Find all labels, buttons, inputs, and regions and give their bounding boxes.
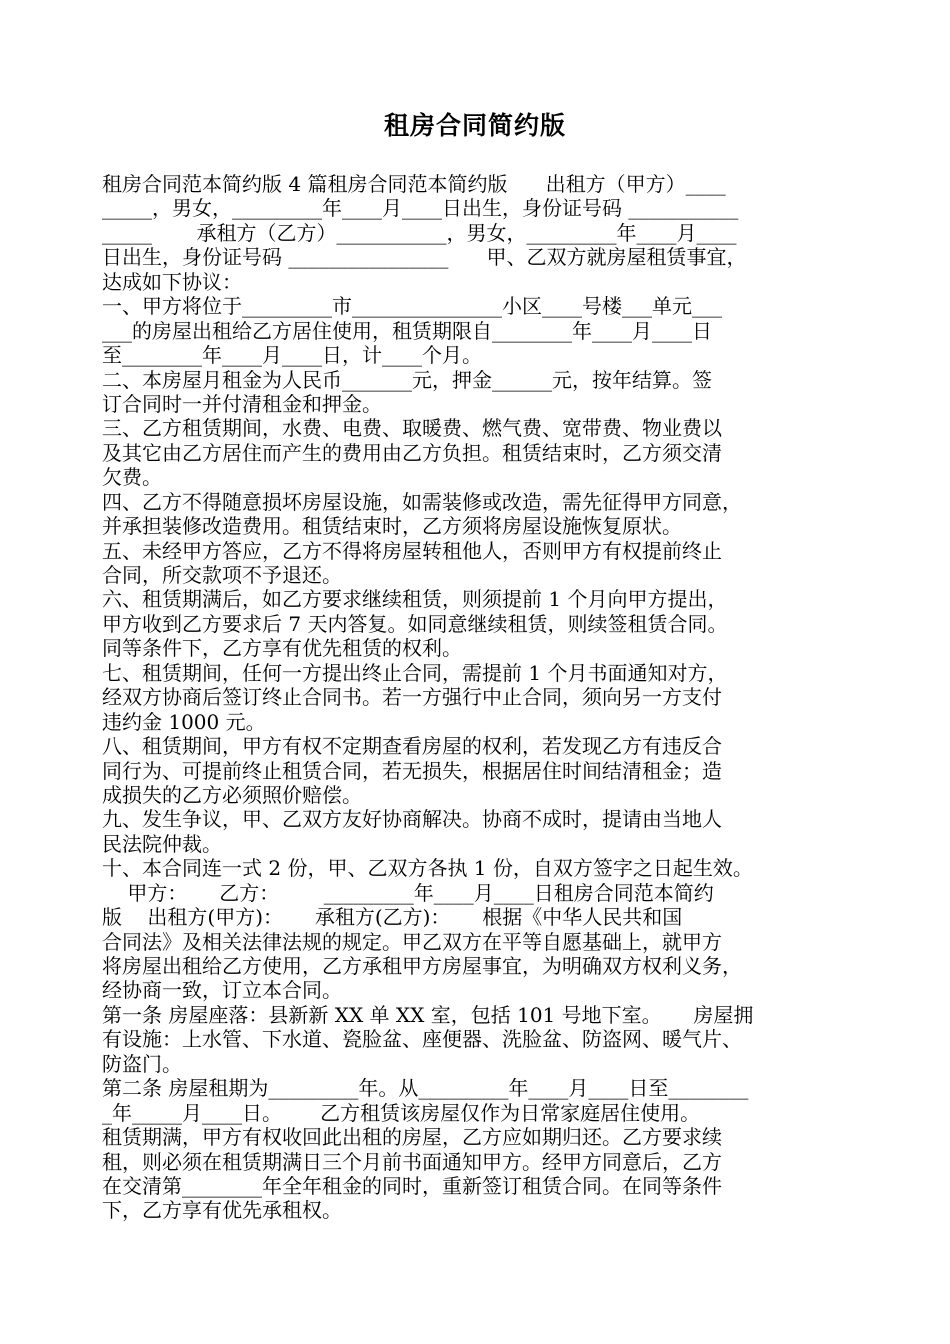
- body-line: 及其它由乙方居住而产生的费用由乙方负担。租赁结束时，乙方须交清: [102, 440, 722, 465]
- body-line: 八、租赁期间，甲方有权不定期查看房屋的权利，若发现乙方有违反合: [102, 734, 722, 759]
- body-line: 第二条 房屋租期为_________年。从_________年____月____日至________: [102, 1076, 749, 1101]
- body-line: 五、未经甲方答应，乙方不得将房屋转租他人，否则甲方有权提前终止: [102, 538, 722, 563]
- body-line: 经双方协商后签订终止合同书。若一方强行中止合同，须向另一方支付: [102, 685, 722, 710]
- body-line: 至________年____月____日，计____个月。: [102, 343, 482, 368]
- body-line: 违约金 1000 元。: [102, 709, 266, 734]
- body-line: 在交清第________年全年租金的同时，重新签订租赁合同。在同等条件: [102, 1173, 722, 1198]
- body-line: 租房合同范本简约版 4 篇租房合同范本简约版 出租方（甲方）____: [102, 172, 726, 196]
- body-line: 日出生，身份证号码 ________________ 甲、乙双方就房屋租赁事宜，: [102, 245, 747, 270]
- body-line: 租赁期满，甲方有权收回此出租的房屋，乙方应如期归还。乙方要求续: [102, 1125, 722, 1150]
- body-line: _年_____月____日。 乙方租赁该房屋仅作为日常家庭居住使用。: [102, 1100, 701, 1125]
- document-body: [102, 172, 862, 1223]
- body-line: 三、乙方租赁期间，水费、电费、取暖费、燃气费、宽带费、物业费以: [102, 416, 722, 441]
- body-line: 一、甲方将位于_________市_______________小区____号楼___单元___: [102, 294, 722, 319]
- body-line: 同等条件下，乙方享有优先租赁的权利。: [102, 636, 462, 661]
- body-line: 达成如下协议：: [102, 269, 242, 294]
- body-line: 欠费。: [102, 465, 162, 490]
- body-line: 订合同时一并付清租金和押金。: [102, 391, 382, 416]
- body-line: 七、租赁期间，任何一方提出终止合同，需提前 1 个月书面通知对方，: [102, 660, 728, 685]
- document-title: 租房合同简约版: [383, 111, 566, 140]
- body-line: 六、租赁期满后，如乙方要求继续租赁，则须提前 1 个月向甲方提出，: [102, 587, 728, 612]
- body-line: 有设施：上水管、下水道、瓷脸盆、座便器、洗脸盆、防盗网、暖气片、: [102, 1027, 742, 1052]
- body-line: 合同法》及相关法律法规的规定。甲乙双方在平等自愿基础上，就甲方: [102, 929, 722, 954]
- body-line: 二、本房屋月租金为人民币_______元，押金______元，按年结算。签: [102, 367, 712, 392]
- body-line: 九、发生争议，甲、乙双方友好协商解决。协商不成时，提请由当地人: [102, 807, 722, 832]
- body-line: 下，乙方享有优先承租权。: [102, 1198, 342, 1223]
- body-line: 民法院仲裁。: [102, 831, 222, 856]
- body-line: 甲方： 乙方： _________年____月____日租房合同范本简约: [102, 880, 714, 905]
- body-line: 防盗门。: [102, 1051, 182, 1076]
- body-line: 甲方收到乙方要求后 7 天内答复。如同意继续租赁，则续签租赁合同。: [102, 611, 728, 636]
- body-line: 四、乙方不得随意损坏房屋设施，如需装修或改造，需先征得甲方同意，: [102, 489, 742, 514]
- body-line: 租，则必须在租赁期满日三个月前书面通知甲方。经甲方同意后，乙方: [102, 1149, 722, 1174]
- body-line: _____，男女，_________年____月____日出生，身份证号码 ___________: [102, 196, 739, 221]
- body-line: 同行为、可提前终止租赁合同，若无损失，根据居住时间结清租金；造: [102, 758, 722, 783]
- body-line: 并承担装修改造费用。租赁结束时，乙方须将房屋设施恢复原状。: [102, 514, 682, 539]
- body-line: _____ 承租方（乙方）___________，男女，_________年____月____: [102, 220, 737, 245]
- body-line: 十、本合同连一式 2 份，甲、乙双方各执 1 份，自双方签字之日起生效。: [102, 856, 753, 881]
- body-line: 成损失的乙方必须照价赔偿。: [102, 782, 362, 807]
- body-line: 经协商一致，订立本合同。: [102, 978, 342, 1003]
- body-line: 合同，所交款项不予退还。: [102, 563, 342, 587]
- body-line: 版 出租方(甲方)： 承租方(乙方)： 根据《中华人民共和国: [102, 905, 683, 930]
- body-line: ___的房屋出租给乙方居住使用，租赁期限自________年____月____日: [102, 318, 712, 343]
- body-line: 第一条 房屋座落：县新新 XX 单 XX 室，包括 101 号地下室。 房屋拥: [102, 1002, 754, 1027]
- body-line: 将房屋出租给乙方使用，乙方承租甲方房屋事宜，为明确双方权利义务，: [102, 954, 742, 978]
